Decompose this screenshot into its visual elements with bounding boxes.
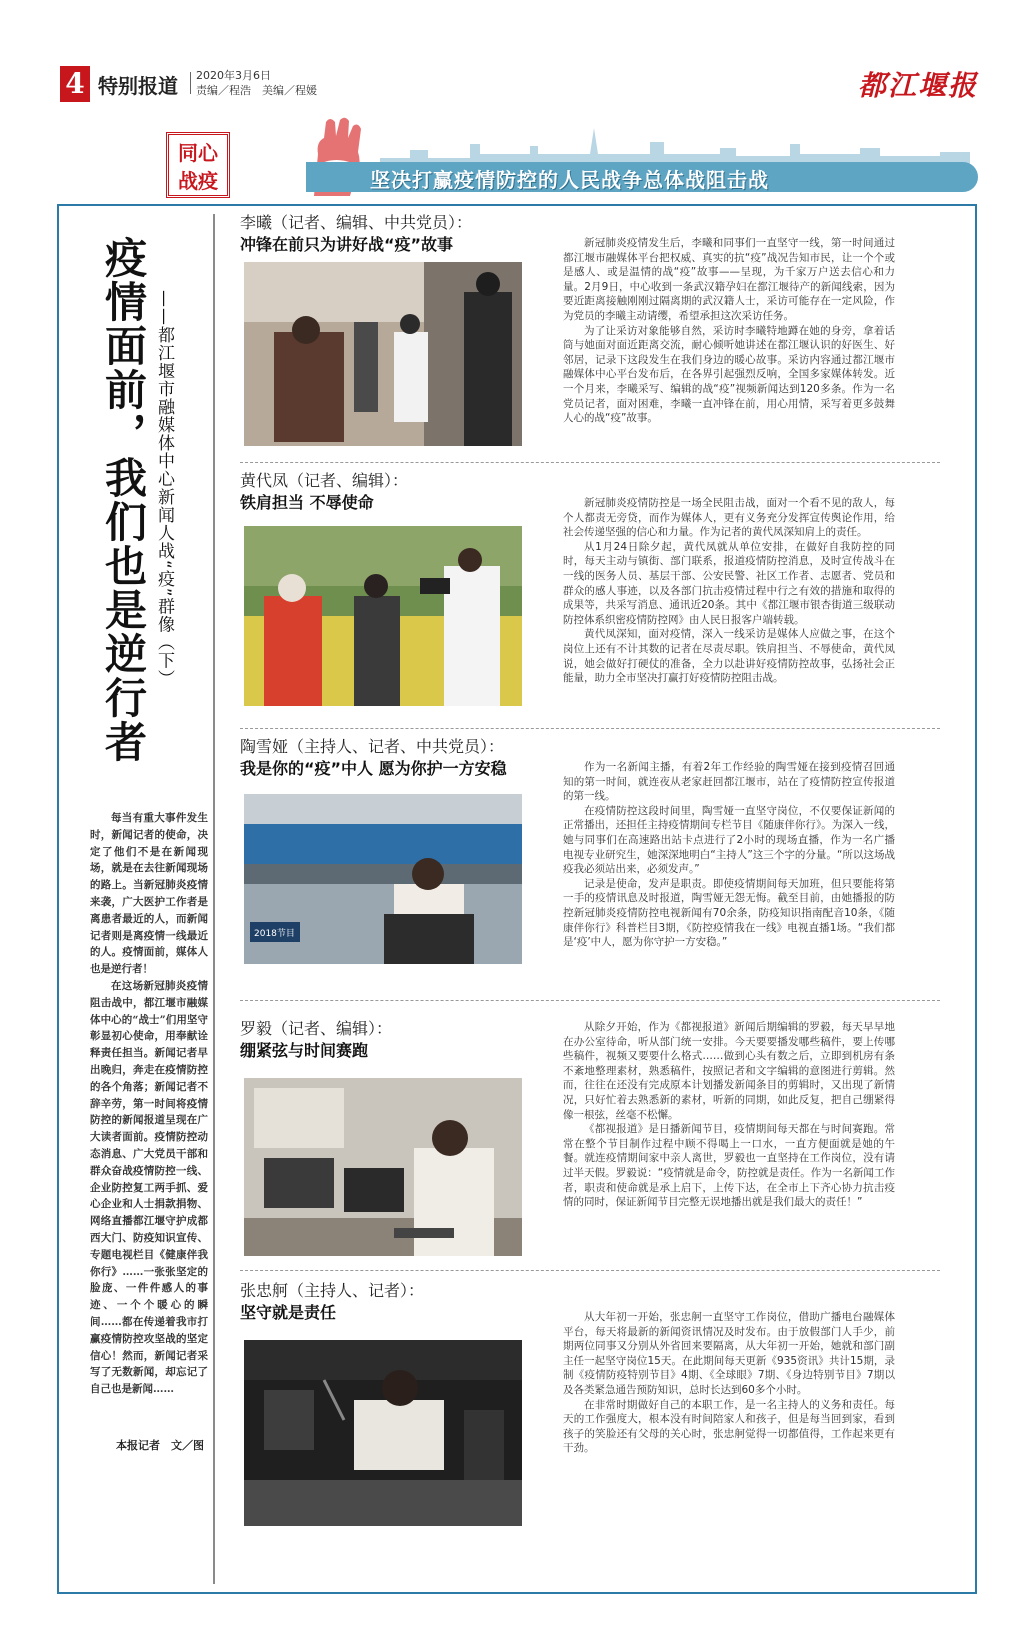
article-person: 陶雪娅（主持人、记者、中共党员）：: [240, 737, 505, 756]
article-person: 李曦（记者、编辑、中共党员）：: [240, 213, 473, 232]
article-paragraph: 记录是使命，发声是职责。即使疫情期间每天加班，但只要能将第一手的疫情讯息及时报道，陶雪娅无怨无悔。截至目前，由她播报的防控新冠肺炎疫情防控电视新闻有70余条，防疫知识指南配音10条，《随康伴你行》科普栏目3期，《防控疫情我在一线》电视直播1场。“我们都是‘疫’中人，愿为你守护一方安稳。”: [563, 877, 895, 949]
highway-broadcast-photo: [244, 794, 522, 964]
field-interview-photo: [244, 526, 522, 706]
editors: 责编／程浩 美编／程媛: [196, 84, 317, 97]
page-number: 4: [60, 66, 90, 102]
article-paragraph: 黄代凤深知，面对疫情，深入一线采访是媒体人应做之事，在这个岗位上还有不计其数的记者在尽责尽职。铁肩担当、不辱使命，黄代凤说，她会做好打硬仗的准备，全力以赴讲好疫情防控故事，弘扬社会正能量，助力全市坚决打赢打好疫情防控阻击战。: [563, 628, 895, 685]
article-li-xi: [240, 212, 940, 425]
masthead: [60, 60, 978, 106]
article-person: 张忠舸（主持人、记者）：: [240, 1281, 425, 1300]
article-zhang-zhongge: [240, 1280, 940, 1455]
article-paragraph: 从1月24日除夕起，黄代凤就从单位安排，在做好自我防控的同时，每天主动与镇街、部门联系，报道疫情防控消息，及时宣传战斗在一线的医务人员、基层干部、公安民警、社区工作者、志愿者、党员和群众的感人事迹，以及各部门抗击疫情过程中行之有效的措施和取得的成果等，共采写消息、通讯近20条。其中《都江堰市银杏街道三级联动防控体系织密疫情防控网》由人民日报客户端转载。: [563, 540, 895, 626]
article-body: [563, 496, 895, 686]
article-paragraph: 为了让采访对象能够自然，采访时李曦特地蹲在她的身旁，拿着话筒与她面对面近距离交流，耐心倾听她讲述在都江堰认识的好医生、好邻居，记录下这段发生在我们身边的暖心故事。采访内容通过都江堰市融媒体中心平台发布后，在各界引起强烈反响，全国多家媒体转发。近一个月来，李曦采写、编辑的战“疫”视频新闻达到120多条。作为一名党员记者，面对困难，李曦一直冲锋在前，用心用情，采写着更多鼓舞人心的战“疫”故事。: [563, 324, 895, 425]
section-name: 特别报道: [98, 74, 178, 98]
column-rule: [213, 214, 215, 1584]
article-paragraph: 在疫情防控这段时间里，陶雪娅一直坚守岗位，不仅要保证新闻的正常播出，还担任主持疫情期间专栏节目《随康伴你行》。为深入一线，她与同事们在高速路出站卡点进行了2小时的现场直播，作为一名广播电视专业研究生，她深深地明白“主持人”这三个字的分量。“所以这场战疫我必须站出来，必须发声。”: [563, 804, 895, 876]
feature-subtitle: ——都江堰市融媒体中心新闻人战“疫”群像（下）: [154, 290, 174, 688]
article-title: 我是你的“疫”中人 愿为你护一方安稳: [240, 759, 507, 778]
article-body: [563, 236, 895, 426]
issue-date: 2020年3月6日: [196, 69, 271, 82]
topic-banner: [60, 110, 978, 200]
article-body: [563, 1310, 895, 1456]
city-skyline-icon: [380, 124, 970, 166]
article-title: 坚守就是责任: [240, 1303, 337, 1322]
article-divider: [240, 1270, 940, 1271]
badge-line-2: 战疫: [178, 169, 218, 193]
article-person: 黄代凤（记者、编辑）：: [240, 471, 409, 490]
article-divider: [240, 728, 940, 729]
article-paragraph: 新冠肺炎疫情发生后，李曦和同事们一直坚守一线，第一时间通过都江堰市融媒体平台把权威、真实的抗“疫”战况告知市民，让一个个或是感人、或是温情的战“疫”故事——呈现，为千家万户送去信心和力量。2月9日，中心收到一条武汉籍孕妇在都江堰待产的新闻线索，因为要近距离接触刚刚过隔离期的武汉籍人士，采访可能存在一定风险，作为党员的李曦主动请缨，希望承担这次采访任务。: [563, 237, 895, 322]
lead-paragraph: 每当有重大事件发生时，新闻记者的使命，决定了他们不是在新闻现场，就是在去往新闻现场的路上。当新冠肺炎疫情来袭，广大医护工作者是离患者最近的人，而新闻记者则是离疫情一线最近的人。疫情面前，媒体人也是逆行者！: [90, 812, 208, 976]
article-title: 冲锋在前只为讲好战“疫”故事: [240, 235, 454, 254]
badge-line-1: 同心: [178, 141, 218, 165]
masthead-separator: [190, 72, 191, 94]
article-title: 铁肩担当 不辱使命: [240, 493, 374, 512]
article-divider: [240, 1000, 940, 1001]
article-paragraph: 从除夕开始，作为《都视报道》新闻后期编辑的罗毅，每天早早地在办公室待命，听从部门统一安排。今天要要播发哪些稿件，要上传哪些稿件，视频又要要什么格式……做到心头有数之后，立即到机房有条不紊地整理素材，熟悉稿件，按照记者和文字编辑的意图进行剪辑。然而，往往在还没有完成原本计划播发新闻条目的剪辑时，又出现了新情况，只好忙着去熟悉新的素材，听新的同期，如此反复，把自己绷紧得像一根弦，丝毫不松懈。: [563, 1021, 895, 1121]
photo-tv-label: 2018节目: [254, 929, 295, 939]
article-huang-daifeng: [240, 470, 940, 685]
article-tao-xueya: [240, 736, 940, 949]
article-luo-yi: [240, 1018, 940, 1209]
article-body: [563, 1020, 895, 1210]
newspaper-logo: 都江堰报: [857, 69, 978, 102]
feature-title: 疫情面前，我们也是逆行者: [99, 236, 148, 764]
article-paragraph: 新冠肺炎疫情防控是一场全民阻击战，面对一个看不见的敌人，每个人都责无旁贷，而作为媒体人，更有义务充分发挥宣传舆论作用，给社会传递坚强的信心和力量。作为记者的黄代凤深知肩上的责任。: [563, 497, 895, 539]
article-paragraph: 作为一名新闻主播，有着2年工作经验的陶雪娅在接到疫情召回通知的第一时间，就连夜从老家赶回都江堰市，站在了疫情防控宣传报道的第一线。: [563, 761, 895, 803]
article-paragraph: 在非常时期做好自己的本职工作，是一名主持人的义务和责任。每天的工作强度大，根本没有时间陪家人和孩子，但是每当回到家，看到孩子的笑脸还有父母的关心时，张忠舸觉得一切都值得，工作起来更有干劲。: [563, 1398, 895, 1455]
feature-sidebar: [90, 230, 208, 1570]
editing-room-photo: [244, 1078, 522, 1256]
byline: 本报记者 文／图: [116, 1439, 204, 1452]
feature-lead: [90, 810, 208, 1398]
date-editors: [196, 68, 317, 98]
article-person: 罗毅（记者、编辑）：: [240, 1019, 393, 1038]
article-paragraph: 从大年初一开始，张忠舸一直坚守工作岗位，借助广播电台融媒体平台，每天将最新的新闻资讯情况及时发布。由于放假部门人手少，前期两位同事又分别从外省回来要隔离，从大年初一开始，她就和部门副主任一起坚守岗位15天。在此期间每天更新《935资讯》共计15期，录制《疫情防疫特别节目》4期、《全球眼》7期、《身边特别节目》7期以及各类紧急通告预防知识，总时长达到60多个小时。: [563, 1311, 895, 1396]
article-paragraph: 《都视报道》是日播新闻节目，疫情期间每天都在与时间赛跑。常常在整个节目制作过程中顾不得喝上一口水，一直方便面就是她的午餐。就连疫情期间家中亲人离世，罗毅也一直坚持在工作岗位，没有请过半天假。罗毅说：“疫情就是命令，防控就是责任。作为一名新闻工作者，职责和使命就是承上启下，上传下达，在全市上下齐心协力抗击疫情的同时，保证新闻节目完整无误地播出就是我们最大的责任！”: [563, 1123, 895, 1209]
banner-headline: 坚决打赢疫情防控的人民战争总体战阻击战: [370, 168, 769, 192]
radio-studio-photo: [244, 1340, 522, 1526]
article-divider: [240, 462, 940, 463]
lead-paragraph: 在这场新冠肺炎疫情阻击战中，都江堰市融媒体中心的“战士”们用坚守彰显初心使命，用奉献诠释责任担当。新闻记者早出晚归，奔走在疫情防控的各个角落；新闻记者不辞辛劳，第一时间将疫情防控的新闻报道呈现在广大读者面前。疫情防控动态消息、广大党员干部和群众奋战疫情防控一线、企业防控复工两手抓、爱心企业和人士捐款捐物、网络直播都江堰守护成都西大门、防疫知识宣传、专题电视栏目《健康伴我你行》……一张张坚定的脸庞、一件件感人的事迹、一个个暖心的瞬间……都在传递着我市打赢疫情防控攻坚战的坚定信心！然而，新闻记者采写了无数新闻，却忘记了自己也是新闻……: [90, 979, 208, 1396]
article-body: [563, 760, 895, 950]
topic-badge: [166, 132, 230, 198]
article-title: 绷紧弦与时间赛跑: [240, 1041, 369, 1060]
interview-photo: [244, 262, 522, 446]
